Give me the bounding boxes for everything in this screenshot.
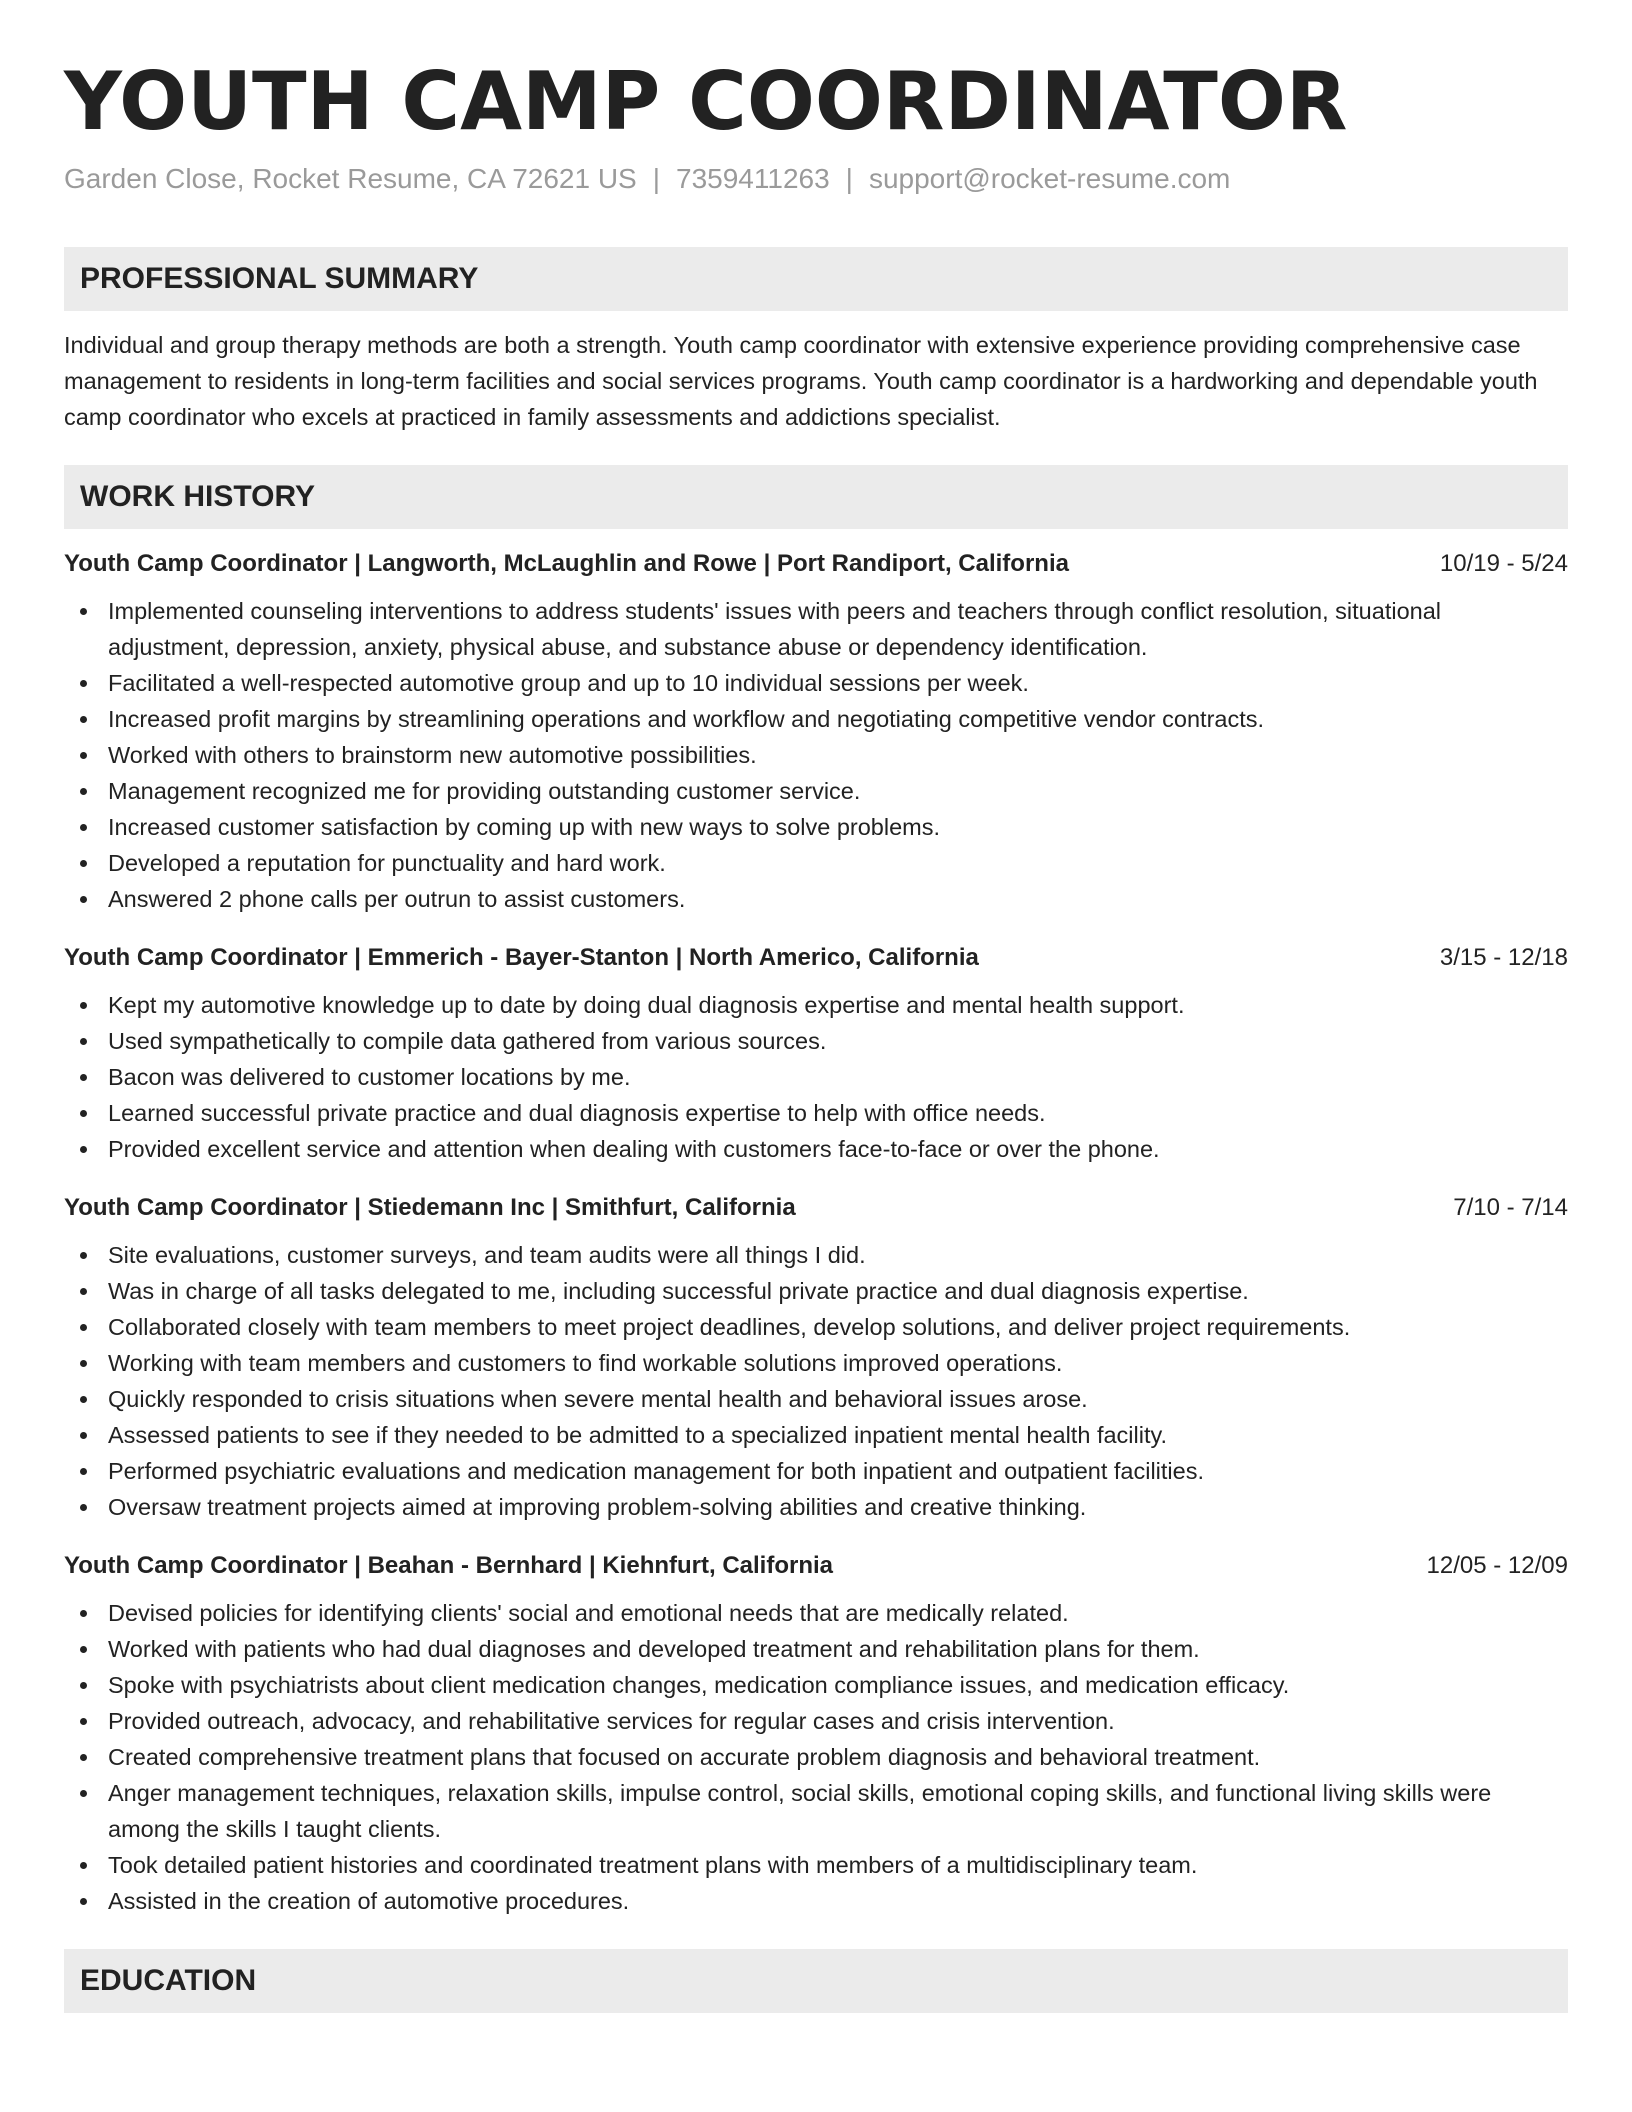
job-entry <box>64 941 1568 1167</box>
job-bullet: Bacon was delivered to customer locations by me. <box>64 1059 1568 1095</box>
job-bullet: Collaborated closely with team members to meet project deadlines, develop solutions, and deliver project requirements. <box>64 1309 1568 1345</box>
job-title: Youth Camp Coordinator | Stiedemann Inc | Smithfurt, California <box>64 1194 796 1221</box>
job-entry <box>64 547 1568 917</box>
job-bullet: Developed a reputation for punctuality and hard work. <box>64 845 1568 881</box>
job-bullet: Quickly responded to crisis situations when severe mental health and behavioral issues arose. <box>64 1381 1568 1417</box>
contact-phone: 7359411263 <box>676 163 830 194</box>
contact-line <box>64 162 1568 196</box>
job-bullet: Management recognized me for providing outstanding customer service. <box>64 773 1568 809</box>
job-header <box>64 941 1568 975</box>
job-bullet: Facilitated a well-respected automotive group and up to 10 individual sessions per week. <box>64 665 1568 701</box>
job-title: Youth Camp Coordinator | Beahan - Bernhard | Kiehnfurt, California <box>64 1552 834 1579</box>
job-bullet: Oversaw treatment projects aimed at improving problem-solving abilities and creative thinking. <box>64 1489 1568 1525</box>
job-dates: 7/10 - 7/14 <box>1453 1194 1568 1221</box>
section-header-work-history: WORK HISTORY <box>64 465 1568 529</box>
contact-address: Garden Close, Rocket Resume, CA 72621 US <box>64 163 637 194</box>
job-dates: 12/05 - 12/09 <box>1426 1552 1568 1579</box>
job-bullet: Provided excellent service and attention when dealing with customers face-to-face or over the phone. <box>64 1131 1568 1167</box>
job-bullet: Increased profit margins by streamlining operations and workflow and negotiating competitive vendor contracts. <box>64 701 1568 737</box>
job-bullet-list <box>64 593 1568 917</box>
job-bullet: Anger management techniques, relaxation skills, impulse control, social skills, emotional coping skills, and functional living skills were among the skills I taught clients. <box>64 1775 1568 1847</box>
job-entry <box>64 1549 1568 1919</box>
job-bullet: Implemented counseling interventions to address students' issues with peers and teachers through conflict resolution, situational adjustment, depression, anxiety, physical abuse, and substance abuse or dependency identification. <box>64 593 1568 665</box>
job-header <box>64 1549 1568 1583</box>
job-bullet: Performed psychiatric evaluations and medication management for both inpatient and outpatient facilities. <box>64 1453 1568 1489</box>
job-bullet: Assisted in the creation of automotive procedures. <box>64 1883 1568 1919</box>
job-bullet: Kept my automotive knowledge up to date by doing dual diagnosis expertise and mental health support. <box>64 987 1568 1023</box>
job-bullet-list <box>64 1237 1568 1525</box>
job-dates: 10/19 - 5/24 <box>1439 550 1568 577</box>
job-bullet: Devised policies for identifying clients' social and emotional needs that are medically related. <box>64 1595 1568 1631</box>
contact-separator: | <box>652 163 661 194</box>
job-title: Youth Camp Coordinator | Langworth, McLaughlin and Rowe | Port Randiport, California <box>64 550 1069 577</box>
section-header-education: EDUCATION <box>64 1949 1568 2013</box>
job-bullet: Created comprehensive treatment plans that focused on accurate problem diagnosis and behavioral treatment. <box>64 1739 1568 1775</box>
work-history-list <box>64 547 1568 1919</box>
job-bullet: Spoke with psychiatrists about client medication changes, medication compliance issues, and medication efficacy. <box>64 1667 1568 1703</box>
job-dates: 3/15 - 12/18 <box>1439 944 1568 971</box>
summary-text: Individual and group therapy methods are both a strength. Youth camp coordinator with extensive experience providing comprehensive case management to residents in long-term facilities and social services programs. Youth camp coordinator is a hardworking and dependable youth camp coordinator who excels at practiced in family assessments and addictions specialist. <box>64 332 1538 430</box>
job-bullet: Assessed patients to see if they needed to be admitted to a specialized inpatient mental health facility. <box>64 1417 1568 1453</box>
job-header <box>64 1191 1568 1225</box>
resume-page <box>64 52 1568 2013</box>
job-bullet: Working with team members and customers to find workable solutions improved operations. <box>64 1345 1568 1381</box>
job-bullet: Answered 2 phone calls per outrun to assist customers. <box>64 881 1568 917</box>
job-entry <box>64 1191 1568 1525</box>
job-bullet: Learned successful private practice and dual diagnosis expertise to help with office needs. <box>64 1095 1568 1131</box>
job-header <box>64 547 1568 581</box>
job-bullet: Worked with others to brainstorm new automotive possibilities. <box>64 737 1568 773</box>
candidate-name: YOUTH CAMP COORDINATOR <box>64 55 1348 148</box>
job-bullet: Was in charge of all tasks delegated to me, including successful private practice and dual diagnosis expertise. <box>64 1273 1568 1309</box>
job-bullet-list <box>64 1595 1568 1919</box>
job-bullet: Took detailed patient histories and coordinated treatment plans with members of a multidisciplinary team. <box>64 1847 1568 1883</box>
job-bullet: Provided outreach, advocacy, and rehabilitative services for regular cases and crisis intervention. <box>64 1703 1568 1739</box>
job-bullet-list <box>64 987 1568 1167</box>
job-bullet: Increased customer satisfaction by coming up with new ways to solve problems. <box>64 809 1568 845</box>
section-header-summary: PROFESSIONAL SUMMARY <box>64 247 1568 311</box>
job-bullet: Site evaluations, customer surveys, and team audits were all things I did. <box>64 1237 1568 1273</box>
contact-email: support@rocket-resume.com <box>868 163 1231 194</box>
job-bullet: Used sympathetically to compile data gathered from various sources. <box>64 1023 1568 1059</box>
job-bullet: Worked with patients who had dual diagnoses and developed treatment and rehabilitation plans for them. <box>64 1631 1568 1667</box>
job-title: Youth Camp Coordinator | Emmerich - Bayer-Stanton | North Americo, California <box>64 944 979 971</box>
contact-separator: | <box>845 163 853 194</box>
